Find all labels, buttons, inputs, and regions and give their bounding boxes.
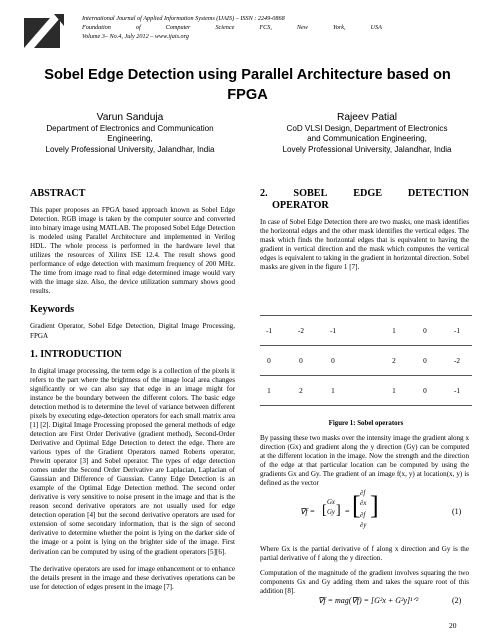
heading-word: DETECTION bbox=[407, 188, 469, 199]
keywords-text: Gradient Operator, Sobel Edge Detection, Digital Image Processing, FPGA bbox=[30, 322, 235, 340]
matrix-cell: 2 bbox=[299, 386, 303, 395]
matrix-cell: 0 bbox=[423, 386, 427, 395]
matrix-cell: 0 bbox=[423, 326, 427, 335]
heading-word: SOBEL bbox=[293, 188, 328, 199]
introduction-heading: 1. INTRODUCTION bbox=[30, 348, 122, 360]
section-2-heading bbox=[260, 188, 469, 200]
figure-rule bbox=[260, 405, 472, 406]
foundation-word: York, bbox=[332, 24, 346, 31]
matrix-cell: -1 bbox=[453, 326, 461, 335]
author-affiliation: and Communication Engineering, bbox=[307, 134, 427, 144]
foundation-word: of bbox=[135, 24, 141, 31]
journal-logo-icon bbox=[24, 14, 64, 50]
equation-partial: ∂y bbox=[360, 522, 367, 529]
section-2-paragraph: Computation of the magnitude of the gradient involves squaring the two components Gx and Gy adding them and takes the square root of this addition [8]. bbox=[260, 569, 469, 596]
author-affiliation: Lovely Professional University, Jalandhar, India bbox=[45, 144, 215, 154]
matrix-cell: -1 bbox=[265, 326, 273, 335]
title-line: FPGA bbox=[227, 87, 268, 103]
matrix-cell: -1 bbox=[329, 326, 337, 335]
foundation-word: Science bbox=[215, 24, 235, 31]
author-block bbox=[30, 111, 230, 155]
equation-partial: ∂f bbox=[360, 512, 366, 519]
right-column bbox=[260, 188, 469, 272]
equation-gy: Gy bbox=[327, 509, 335, 516]
figure-rule bbox=[260, 375, 472, 376]
introduction-paragraph: The derivative operators are used for image enhancement or to enhance the details present in the image and these derivatives operations can be use for detection of edges present in the image [7]. bbox=[30, 564, 235, 591]
section-2-paragraph: By passing these two masks over the intensity image the gradient along x direction (Gx) and gradient along the y direction (Gy) can be computed at the different location in the image. Now the strength and the direction of the edge at that particular location can be computed by using the gradients Gx and Gy. The gradient of an image f(x, y) at location(x, y) is defined as the vector bbox=[260, 434, 469, 488]
foundation-line bbox=[82, 23, 382, 32]
journal-header bbox=[0, 0, 495, 58]
figure-caption: Figure 1: Sobel operators bbox=[328, 420, 404, 427]
bracket-right-icon: ] bbox=[336, 503, 341, 518]
volume-line: Volume 3– No.4, July 2012 – www.ijais.org bbox=[82, 33, 189, 40]
foundation-word: USA bbox=[370, 24, 382, 31]
abstract-heading: ABSTRACT bbox=[30, 188, 86, 199]
equation-number: (1) bbox=[452, 507, 462, 516]
abstract-text: This paper proposes an FPGA based approach known as Sobel Edge Detection. RGB image is taken by the computer source and converted into binary image using MATLAB. The proposed Sobel Edge Detection is modeled using Parallel Architecture and implemented in Verilog HDL. The whole process is performed in the hardware level that utilizes the resources of Xilinx ISE 12.4. The result shows good performance of edge detection with maximum frequency of 200 MHz. The time from image read to final edge determined image would vary with the image size. Also, the device utilization summary shows good results. bbox=[30, 206, 235, 296]
foundation-word: New bbox=[296, 24, 308, 31]
foundation-word: FCS, bbox=[259, 24, 272, 31]
introduction-paragraph: In digital image processing, the term edge is a collection of the pixels it refers to the part where the brightness of the image local area changes significantly or we can also say that edge in an image might for instance be the boundary between the different colors. The basic edge detection method is to determine the level of variance between different pixels by executing edge-detection operators for each small matrix area [1] [2]. Digital Image Processing proposed the general methods of edge detection are First Order Derivative (gradient method), Second-Order Derivative and Optimal Edge Detection to detect the edge. There are various types of the Gradient Operators named Roberts operator, Prewitt operator [3] and Sobel operator. The types of edge detection comes under the Second Order Derivative are Laplacian, Laplacian of Gaussian and Difference of Gaussian. Canny Edge Detection is an example of the Optimal Edge Detection method. The second order derivative is very sensitive to noise present in the image and that is the reason second derivative operators are not usually used for edge detection operation [4] but the second derivative operators are used for extension of some secondary information, that is the sign of second derivative to determine whether the point is lying on the darker side of the image or a point is lying on the brighter side of the image. First derivation can be computed by using of the gradient operators [5][6]. bbox=[30, 366, 235, 556]
equation-gx: Gx bbox=[327, 499, 335, 506]
equation-partial: ∂f bbox=[360, 490, 366, 497]
equation-equals: = bbox=[345, 507, 350, 516]
matrix-cell: 1 bbox=[392, 386, 396, 395]
author-block bbox=[262, 111, 472, 155]
author-name: Rajeev Patial bbox=[336, 112, 398, 123]
section-2-paragraph: Where Gx is the partial derivative of f along x direction and Gy is the partial derivative of f along the y direction. bbox=[260, 545, 469, 563]
matrix-cell: -2 bbox=[453, 356, 461, 365]
section-2-heading-line2: OPERATOR bbox=[272, 200, 329, 211]
matrix-cell: 0 bbox=[267, 356, 271, 365]
left-column bbox=[30, 188, 235, 592]
author-name: Varun Sanduja bbox=[96, 112, 164, 123]
matrix-cell: 1 bbox=[392, 326, 396, 335]
keywords-heading: Keywords bbox=[30, 304, 75, 316]
matrix-cell: 1 bbox=[267, 386, 271, 395]
journal-line: International Journal of Applied Information Systems (IJAIS) – ISSN : 2249-0868 bbox=[82, 15, 285, 22]
bracket-left-icon: [ bbox=[322, 503, 327, 518]
author-affiliation: Department of Electronics and Communication bbox=[46, 124, 214, 133]
matrix-cell: 0 bbox=[299, 356, 303, 365]
matrix-cell: 0 bbox=[423, 356, 427, 365]
equation-partial: ∂x bbox=[360, 500, 367, 507]
section-2-text bbox=[260, 545, 469, 596]
figure-rule bbox=[260, 345, 472, 346]
matrix-cell: 2 bbox=[392, 356, 396, 365]
section-2-paragraph: In case of Sobel Edge Detection there are two masks, one mask identifies the horizontal edges and the other mask identifies the vertical edges. The mask which finds the horizontal edges that is equivalent to having the gradient in vertical direction and the mask which computes the vertical edges is equivalent to taking in the gradient in horizontal direction. Sobel masks are given in the figure 1 [7]. bbox=[260, 218, 469, 272]
figure-rule bbox=[260, 315, 472, 316]
page-number: 20 bbox=[449, 621, 457, 630]
author-affiliation: Lovely Professional University, Jalandhar, India bbox=[282, 144, 452, 154]
matrix-cell: -1 bbox=[453, 386, 461, 395]
matrix-cell: -2 bbox=[297, 326, 305, 335]
title-line: Sobel Edge Detection using Parallel Architecture based on bbox=[44, 67, 451, 83]
foundation-word: Computer bbox=[165, 24, 191, 31]
bracket-right-icon: ] bbox=[370, 491, 379, 520]
paper-title bbox=[20, 65, 475, 105]
equation-lhs: ∇f = bbox=[300, 507, 315, 516]
matrix-cell: 1 bbox=[331, 386, 335, 395]
equation-number: (2) bbox=[452, 596, 462, 605]
author-affiliation: CoD VLSI Design, Department of Electronics bbox=[286, 124, 448, 133]
author-affiliation: Engineering, bbox=[107, 134, 153, 144]
matrix-cell: 0 bbox=[331, 356, 335, 365]
heading-word: 2. bbox=[260, 188, 268, 199]
foundation-word: Foundation bbox=[82, 24, 111, 31]
heading-word: EDGE bbox=[353, 188, 383, 199]
sobel-operators-figure bbox=[260, 315, 472, 405]
equation-2: ∇f = mag(∇f) = [G²x + G²y]¹ᐟ² bbox=[318, 596, 419, 605]
bracket-left-icon: [ bbox=[352, 491, 361, 520]
